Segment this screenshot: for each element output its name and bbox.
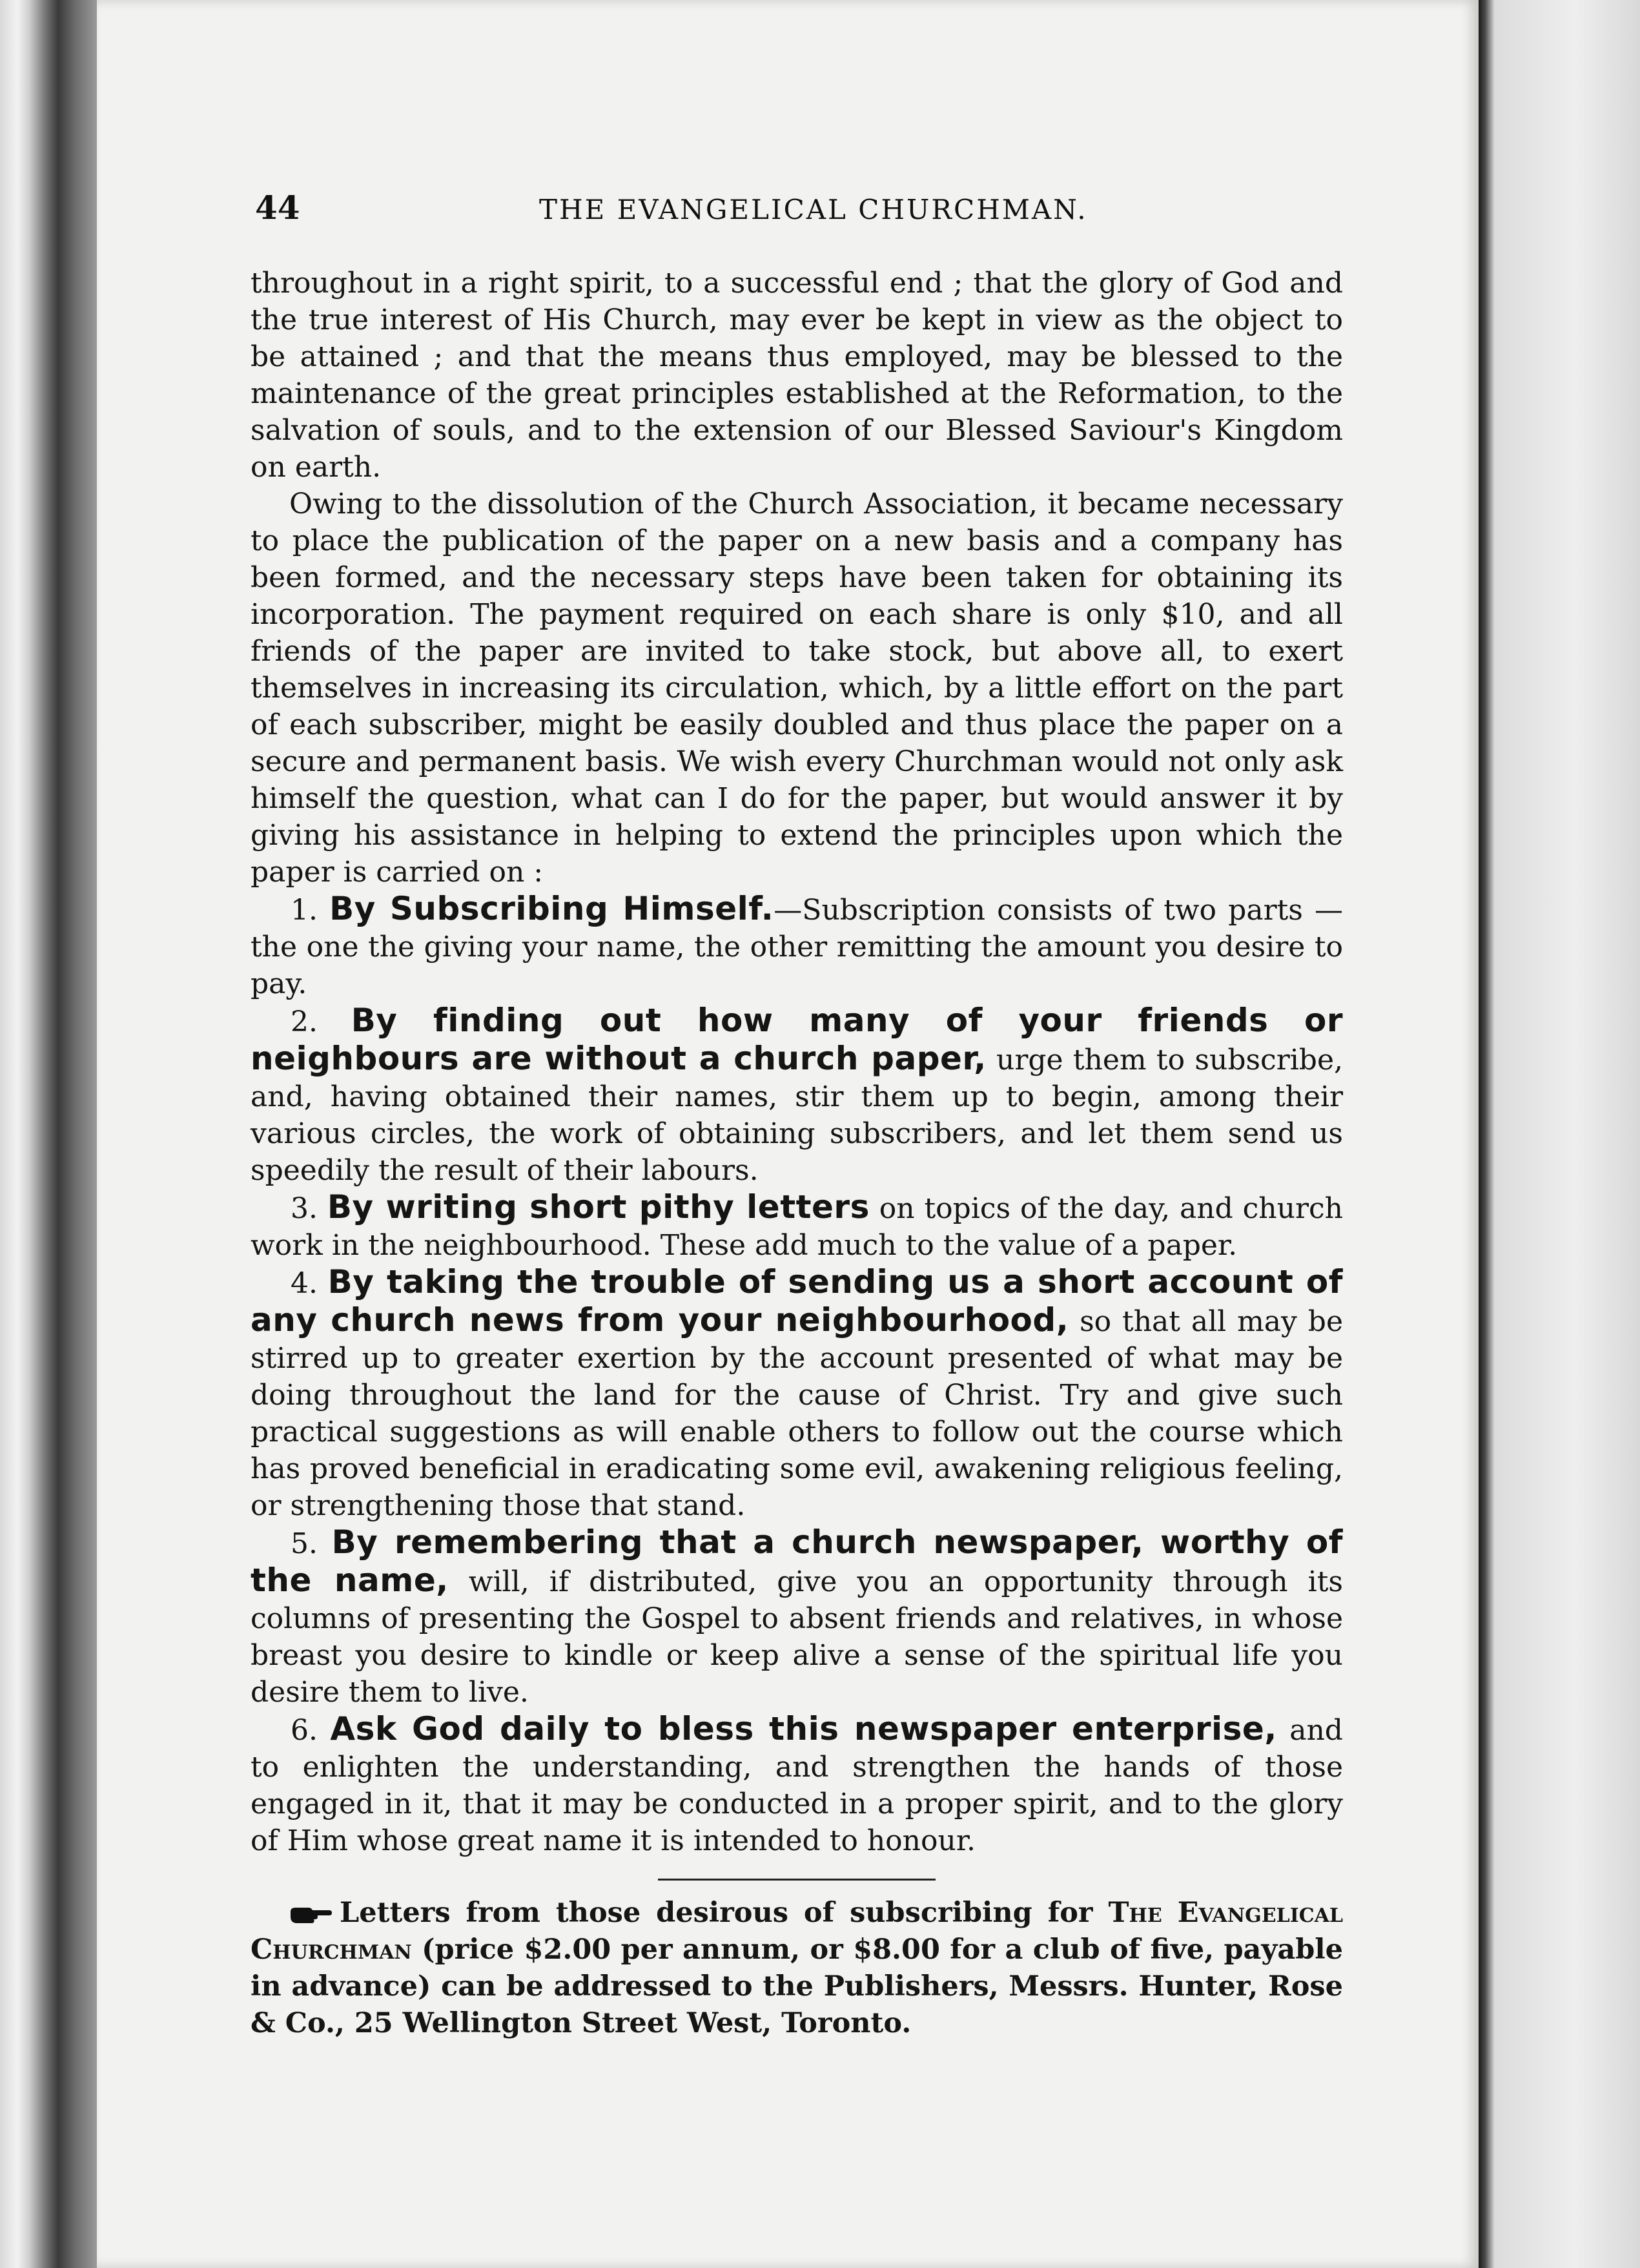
paragraph-continued: throughout in a right spirit, to a successful end ; that the glory of God and the true interest of His Church, may ever be kept in view as the object to be attained ; and that the means thus employed, may be blessed to the maintenance of the great principles established at the Reformation, to the salvation of souls, and to the extension of our Blessed Saviour's Kingdom on earth. [251, 267, 1343, 484]
item-text: —Subscription consists of two parts —the one the giving your name, the other remitting the amount you desire to pay. [251, 894, 1343, 1000]
section-divider [658, 1879, 936, 1881]
list-item [251, 1264, 1343, 1524]
item-lead: By writing short pithy letters [327, 1188, 870, 1226]
paragraph-association: Owing to the dissolution of the Church Association, it became necessary to place the publication of the paper on a new basis and a company has been formed, and the necessary steps have been taken for obtaining its incorporation. The payment required on each share is only $10, and all friends of the paper are invited to take stock, but above all, to exert themselves in increasing its circulation, which, by a little effort on the part of each subscriber, might be easily doubled and thus place the paper on a secure and permanent basis. We wish every Churchman would not only ask himself the question, what can I do for the paper, but would answer it by giving his assistance in helping to extend the principles upon which the paper is carried on : [251, 488, 1343, 889]
list-item [251, 891, 1343, 1002]
adjacent-page-edge [1479, 0, 1640, 2268]
item-number: 4. [291, 1267, 318, 1300]
item-text: on topics of the day, and church work in the neighbourhood. These add much to the value of a paper. [251, 1192, 1343, 1262]
item-text: will, if distributed, give you an opportunity through its columns of presenting the Gospel to absent friends and relatives, in whose breast you desire to kindle or keep alive a sense of the spiritual life you desire them to live. [251, 1565, 1344, 1709]
subscription-notice [251, 1895, 1343, 2042]
item-number: 3. [291, 1192, 318, 1225]
item-lead: By remembering that a church newspaper, worthy of the name, [251, 1523, 1343, 1599]
running-header [255, 189, 1340, 234]
item-lead: By taking the trouble of sending us a short account of any church news from your neighbourhood, [251, 1263, 1343, 1339]
page-number: 44 [255, 189, 300, 227]
list-item [251, 1711, 1343, 1859]
item-text: urge them to subscribe, and, having obtained their names, stir them up to begin, among their various circles, the work of obtaining subscribers, and let them send us speedily the result of their labours. [251, 1044, 1343, 1187]
page-body [251, 265, 1343, 2042]
running-title: THE EVANGELICAL CHURCHMAN. [539, 194, 1088, 225]
notice-text-after: (price $2.00 per annum, or $8.00 for a club of five, payable in advance) can be addressed to the Publishers, Messrs. Hunter, Rose & Co., 25 Wellington Street West, Toronto. [251, 1933, 1343, 2039]
item-number: 1. [291, 894, 318, 927]
pointing-hand-icon [289, 1905, 332, 1924]
notice-text-before: Letters from those desirous of subscribing for [340, 1897, 1109, 1929]
item-text: so that all may be stirred up to greater exertion by the account presented of what may be doing throughout the land for the cause of Christ. Try and give such practical suggestions as will enable others to follow out the course which has proved beneficial in eradicating some evil, awakening religious feeling, or strengthening those that stand. [251, 1305, 1343, 1522]
notice-publication-title: The Evangelical Churchman [251, 1897, 1343, 1966]
item-lead: Ask God daily to bless this newspaper enterprise, [330, 1710, 1277, 1747]
item-number: 6. [291, 1714, 318, 1747]
item-lead: By Subscribing Himself. [329, 890, 774, 927]
scan-left-edge [0, 0, 97, 2268]
list-item [251, 1189, 1343, 1264]
list-item [251, 1524, 1343, 1711]
item-lead: By finding out how many of your friends or neighbours are without a church paper, [251, 1002, 1343, 1077]
list-item [251, 1002, 1343, 1189]
item-number: 2. [291, 1005, 318, 1038]
item-number: 5. [291, 1527, 318, 1560]
item-text: and to enlighten the understanding, and strengthen the hands of those engaged in it, that it may be conducted in a proper spirit, and to the glory of Him whose great name it is intended to honour. [251, 1714, 1343, 1857]
